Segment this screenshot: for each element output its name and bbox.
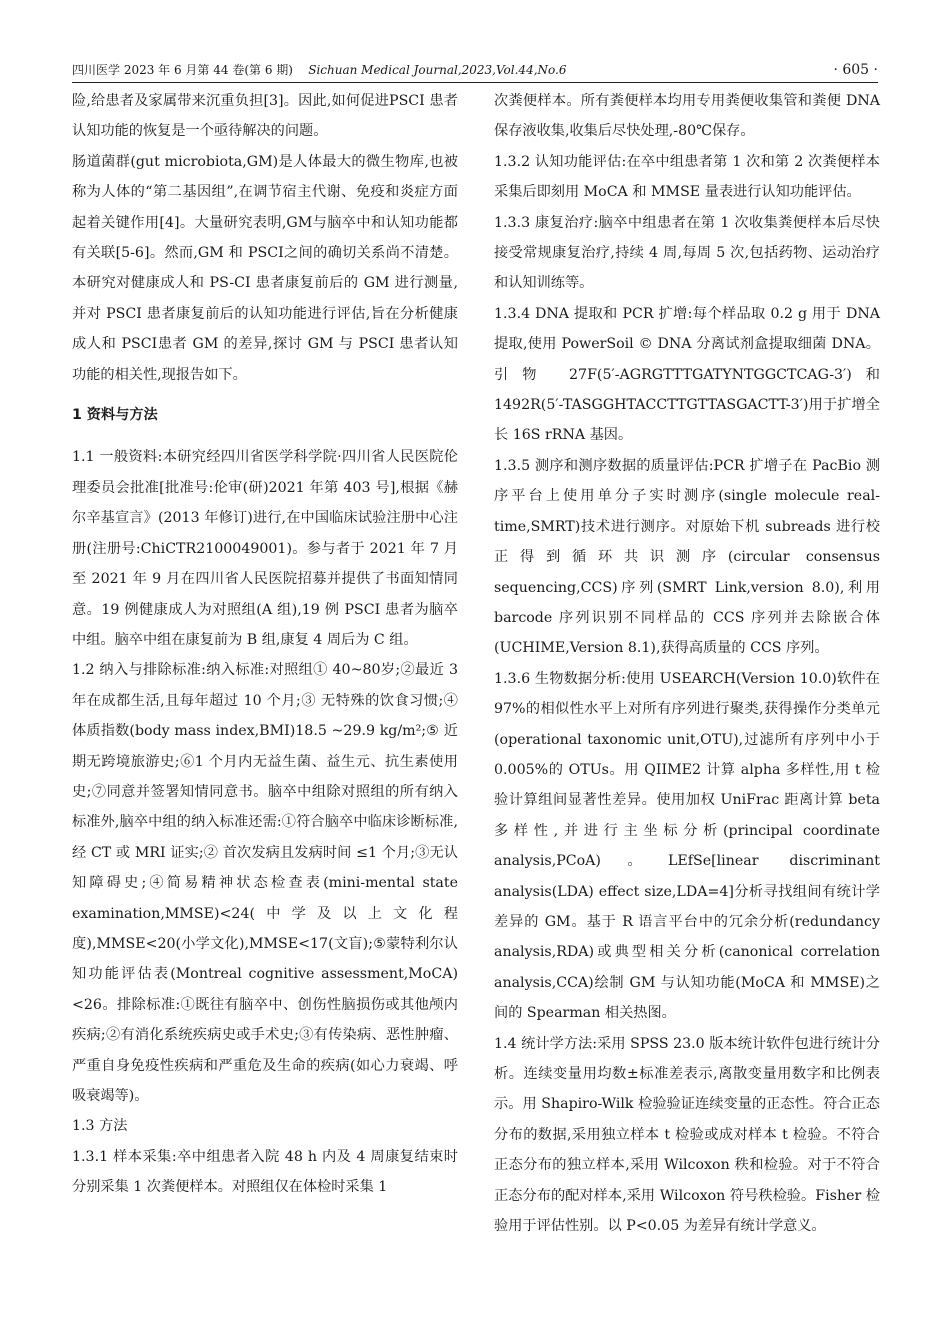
section-1-3-4: 1.3.4 DNA 提取和 PCR 扩增:每个样品取 0.2 g 用于 DNA 提取,使用 PowerSoil © DNA 分离试剂盒提取细菌 DNA。引物 27F(5′-AGRGTTTGATYNTGGCTCAG-3′)和1492R(5′-TASGGHTACCTTGTTASGACTT-3′)用于扩增全长 16S rRNA 基因。: [494, 305, 880, 444]
page-number: · 605 ·: [833, 62, 878, 78]
intro-paragraph: 险,给患者及家属带来沉重负担[3]。因此,如何促进PSCI 患者认知功能的恢复是一个亟待解决的问题。: [72, 93, 458, 140]
section-1-3-2: 1.3.2 认知功能评估:在卒中组患者第 1 次和第 2 次粪便样本采集后即刻用 MoCA 和 MMSE 量表进行认知功能评估。: [494, 153, 880, 201]
section-1-3-6: 1.3.6 生物数据分析:使用 USEARCH(Version 10.0)软件在 97%的相似性水平上对所有序列进行聚类,获得操作分类单元(operational taxonomic unit,OTU),过滤所有序列中小于 0.005%的 OTUs。用 QIIME2 计算 alpha 多样性,用 t 检验计算组间显著性差异。使用加权 UniFrac 距离计算 beta 多样性,并进行主坐标分析(principal coordinate analysis,PCoA)。LEfSe[linear discriminant analysis(LDA) effect size,LDA=4]分析寻找组间有统计学差异的 GM。基于 R 语言平台中的冗余分析(redundancy analysis,RDA)或典型相关分析(canonical correlation analysis,CCA)绘制 GM 与认知功能(MoCA 和 MMSE)之间的 Spearman 相关热图。: [494, 670, 880, 1022]
left-column: [72, 86, 458, 1203]
journal-citation-en: Sichuan Medical Journal,2023,Vol.44,No.6: [308, 63, 567, 77]
section-1-1: 1.1 一般资料:本研究经四川省医学科学院·四川省人民医院伦理委员会批准[批准号:伦审(研)2021 年第 403 号],根据《赫尔辛基宣言》(2013 年修订)进行,在中国临床试验注册中心注册(注册号:ChiCTR2100049001)。参与者于 2021 年 7 月至 2021 年 9 月在四川省人民医院招募并提供了书面知情同意。19 例健康成人为对照组(A 组),19 例 PSCI 患者为脑卒中组。脑卒中组在康复前为 B 组,康复 4 周后为 C 组。: [72, 449, 458, 648]
section-heading-methods: 1 资料与方法: [72, 407, 158, 424]
section-1-3-5: 1.3.5 测序和测序数据的质量评估:PCR 扩增子在 PacBio 测序平台上使用单分子实时测序(single molecule real-time,SMRT)技术进行测序。对原始下机 subreads 进行校正得到循环共识测序(circular consensus sequencing,CCS)序列(SMRT Link,version 8.0),利用 barcode 序列识别不同样品的 CCS 序列并去除嵌合体(UCHIME,Version 8.1),获得高质量的 CCS 序列。: [494, 457, 880, 657]
continued-paragraph: 次粪便样本。所有粪便样本均用专用粪便收集管和粪便 DNA 保存液收集,收集后尽快处理,-80℃保存。: [494, 93, 880, 140]
section-1-2: 1.2 纳入与排除标准:纳入标准:对照组① 40~80岁;②最近 3 年在成都生活,且每年超过 10 个月;③ 无特殊的饮食习惯;④体质指数(body mass index,BMI)18.5 ~29.9 kg/m²;⑤ 近期无跨境旅游史;⑥1 个月内无益生菌、益生元、抗生素使用史;⑦同意并签署知情同意书。脑卒中组除对照组的所有纳入标准外,脑卒中组的纳入标准还需:①符合脑卒中临床诊断标准,经 CT 或 MRI 证实;② 首次发病且发病时间 ≤1 个月;③无认知障碍史;④简易精神状态检查表(mini-mental state examination,MMSE)<24(中学及以上文化程度),MMSE<20(小学文化),MMSE<17(文盲);⑤蒙特利尔认知功能评估表(Montreal cognitive assessment,MoCA)<26。排除标准:①既往有脑卒中、创伤性脑损伤或其他颅内疾病;②有消化系统疾病史或手术史;③有传染病、恶性肿瘤、严重自身免疫性疾病和严重危及生命的疾病(如心力衰竭、呼吸衰竭等)。: [72, 662, 458, 1104]
running-header: [72, 56, 878, 78]
right-column: [494, 86, 880, 1241]
journal-citation-zh: 四川医学 2023 年 6 月第 44 卷(第 6 期): [72, 63, 293, 77]
journal-citation: [72, 61, 833, 78]
section-1-3-3: 1.3.3 康复治疗:脑卒中组患者在第 1 次收集粪便样本后尽快接受常规康复治疗,持续 4 周,每周 5 次,包括药物、运动治疗和认知训练等。: [494, 214, 880, 292]
header-rule: [72, 82, 878, 83]
gm-paragraph: 肠道菌群(gut microbiota,GM)是人体最大的微生物库,也被称为人体的“第二基因组”,在调节宿主代谢、免疫和炎症方面起着关键作用[4]。大量研究表明,GM与脑卒中和认知功能都有关联[5-6]。然而,GM 和 PSCI之间的确切关系尚不清楚。本研究对健康成人和 PS-CI 患者康复前后的 GM 进行测量,并对 PSCI 患者康复前后的认知功能进行评估,旨在分析健康成人和 PSCI患者 GM 的差异,探讨 GM 与 PSCI 患者认知功能的相关性,现报告如下。: [72, 153, 458, 383]
section-1-3-1: 1.3.1 样本采集:卒中组患者入院 48 h 内及 4 周康复结束时分别采集 1 次粪便样本。对照组仅在体检时采集 1: [72, 1148, 458, 1196]
section-1-4: 1.4 统计学方法:采用 SPSS 23.0 版本统计软件包进行统计分析。连续变量用均数±标准差表示,离散变量用数字和比例表示。用 Shapiro-Wilk 检验验证连续变量的正态性。符合正态分布的数据,采用独立样本 t 检验或成对样本 t 检验。不符合正态分布的独立样本,采用 Wilcoxon 秩和检验。对于不符合正态分布的配对样本,采用 Wilcoxon 符号秩检验。Fisher 检验用于评估性别。以 P<0.05 为差异有统计学意义。: [494, 1035, 880, 1235]
section-1-3: 1.3 方法: [72, 1118, 128, 1135]
